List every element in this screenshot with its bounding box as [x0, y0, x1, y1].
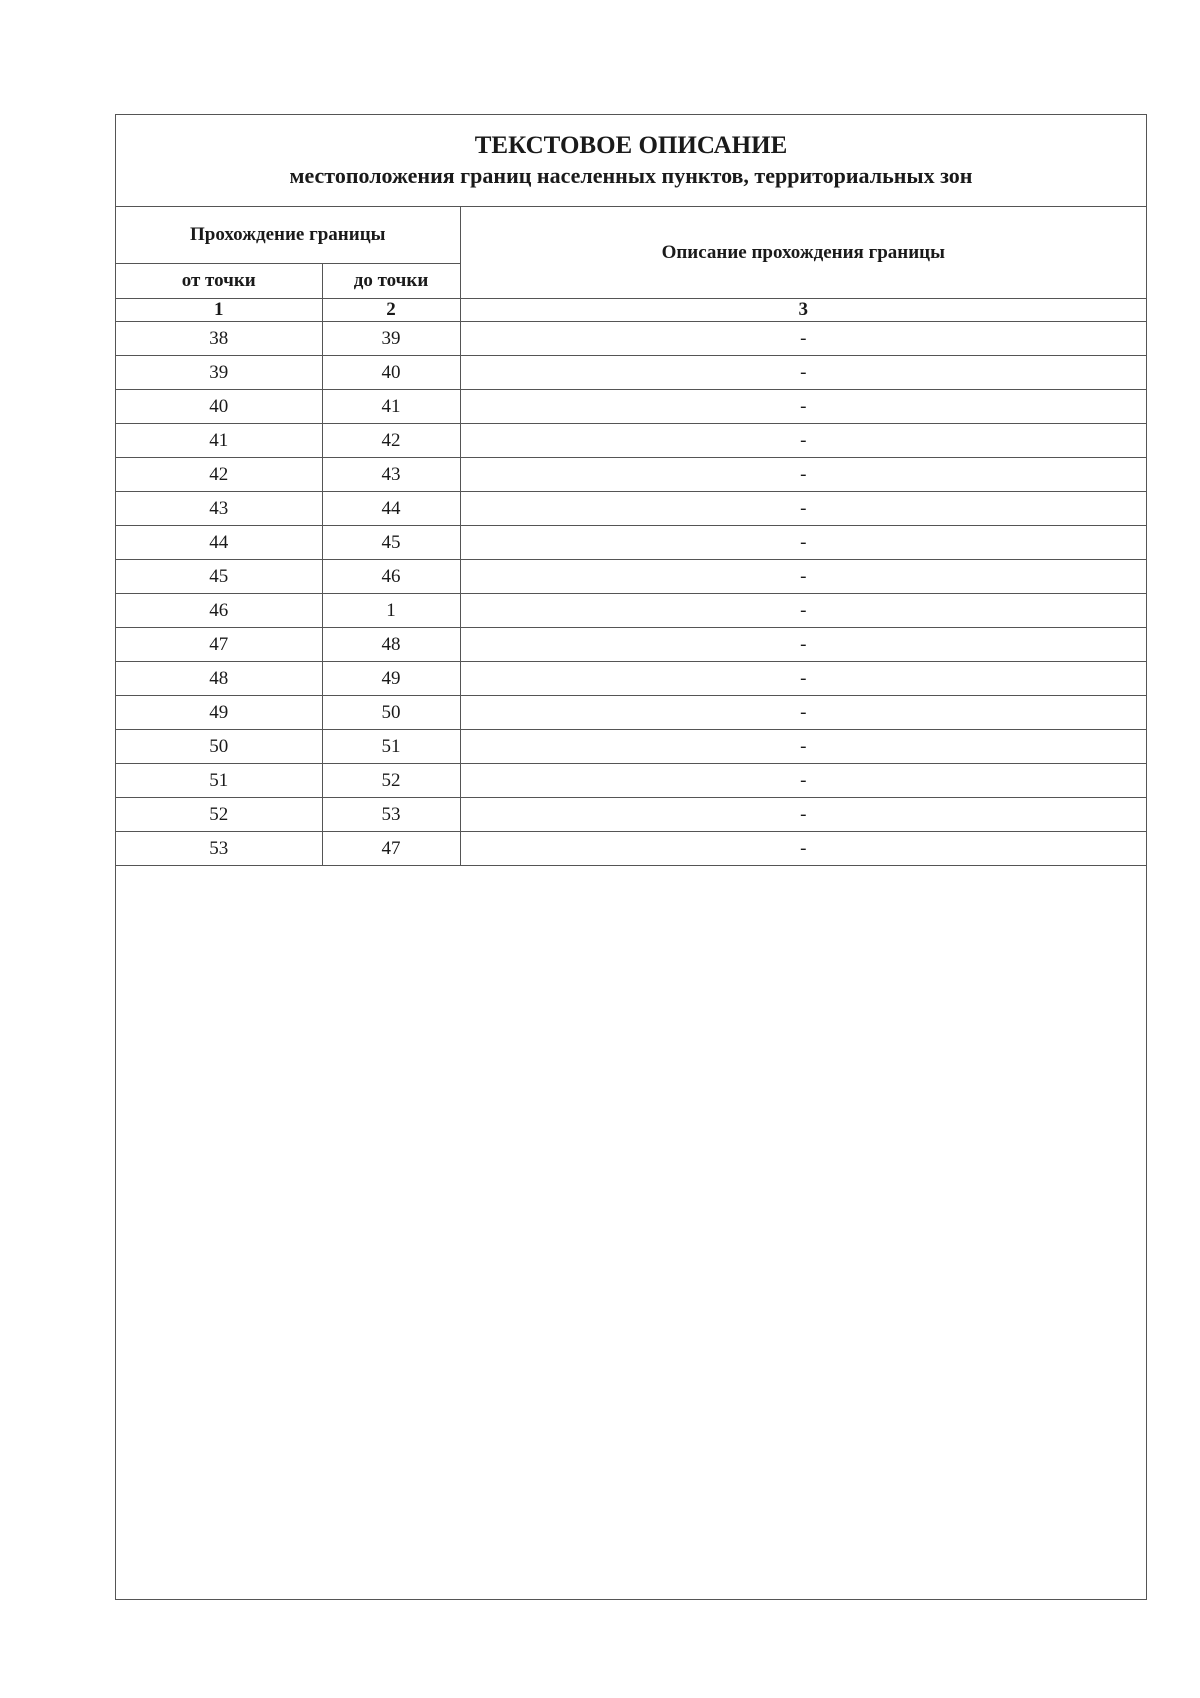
- from-point-cell: 49: [116, 696, 322, 730]
- to-point-cell: 49: [322, 662, 460, 696]
- to-point-cell: 1: [322, 594, 460, 628]
- to-point-cell: 52: [322, 764, 460, 798]
- from-point-cell: 47: [116, 628, 322, 662]
- description-cell: -: [460, 730, 1146, 764]
- description-cell: -: [460, 322, 1146, 356]
- from-point-cell: 50: [116, 730, 322, 764]
- table-row: [116, 526, 1146, 560]
- to-point-cell: 44: [322, 492, 460, 526]
- to-point-cell: 39: [322, 322, 460, 356]
- table-row: [116, 356, 1146, 390]
- table-row: [116, 730, 1146, 764]
- from-point-cell: 38: [116, 322, 322, 356]
- to-point-cell: 50: [322, 696, 460, 730]
- to-point-cell: 42: [322, 424, 460, 458]
- table-row: [116, 696, 1146, 730]
- description-cell: -: [460, 560, 1146, 594]
- to-point-cell: 43: [322, 458, 460, 492]
- document-subtitle: местоположения границ населенных пунктов, территориальных зон: [289, 163, 973, 188]
- from-point-cell: 39: [116, 356, 322, 390]
- description-cell: -: [460, 390, 1146, 424]
- table-row: [116, 390, 1146, 424]
- description-cell: -: [460, 492, 1146, 526]
- boundary-passage-header: Прохождение границы: [116, 207, 460, 264]
- table-row: [116, 832, 1146, 866]
- to-point-cell: 53: [322, 798, 460, 832]
- table-row: [116, 594, 1146, 628]
- table-row: [116, 458, 1146, 492]
- boundary-table: [116, 207, 1146, 866]
- table-row: [116, 492, 1146, 526]
- from-point-cell: 41: [116, 424, 322, 458]
- document-title: ТЕКСТОВОЕ ОПИСАНИЕ: [474, 132, 788, 159]
- boundary-table-body: [116, 322, 1146, 866]
- table-row: [116, 424, 1146, 458]
- to-point-cell: 41: [322, 390, 460, 424]
- from-point-cell: 53: [116, 832, 322, 866]
- description-cell: -: [460, 696, 1146, 730]
- description-cell: -: [460, 424, 1146, 458]
- column-number-3: 3: [460, 299, 1146, 322]
- description-header: Описание прохождения границы: [460, 207, 1146, 299]
- table-row: [116, 764, 1146, 798]
- title-block: [116, 115, 1146, 207]
- description-cell: -: [460, 798, 1146, 832]
- table-row: [116, 662, 1146, 696]
- to-point-cell: 45: [322, 526, 460, 560]
- to-point-cell: 47: [322, 832, 460, 866]
- description-cell: -: [460, 662, 1146, 696]
- description-cell: -: [460, 628, 1146, 662]
- table-row: [116, 628, 1146, 662]
- from-point-cell: 42: [116, 458, 322, 492]
- document-frame: [115, 114, 1147, 1600]
- table-row: [116, 560, 1146, 594]
- to-point-header: до точки: [322, 264, 460, 299]
- to-point-cell: 40: [322, 356, 460, 390]
- to-point-cell: 48: [322, 628, 460, 662]
- from-point-cell: 40: [116, 390, 322, 424]
- from-point-cell: 43: [116, 492, 322, 526]
- column-number-2: 2: [322, 299, 460, 322]
- to-point-cell: 51: [322, 730, 460, 764]
- description-cell: -: [460, 458, 1146, 492]
- description-cell: -: [460, 356, 1146, 390]
- description-cell: -: [460, 764, 1146, 798]
- table-row: [116, 322, 1146, 356]
- from-point-cell: 46: [116, 594, 322, 628]
- from-point-cell: 51: [116, 764, 322, 798]
- description-cell: -: [460, 832, 1146, 866]
- from-point-header: от точки: [116, 264, 322, 299]
- table-row: [116, 798, 1146, 832]
- description-cell: -: [460, 526, 1146, 560]
- from-point-cell: 52: [116, 798, 322, 832]
- from-point-cell: 44: [116, 526, 322, 560]
- description-cell: -: [460, 594, 1146, 628]
- from-point-cell: 48: [116, 662, 322, 696]
- to-point-cell: 46: [322, 560, 460, 594]
- from-point-cell: 45: [116, 560, 322, 594]
- column-number-1: 1: [116, 299, 322, 322]
